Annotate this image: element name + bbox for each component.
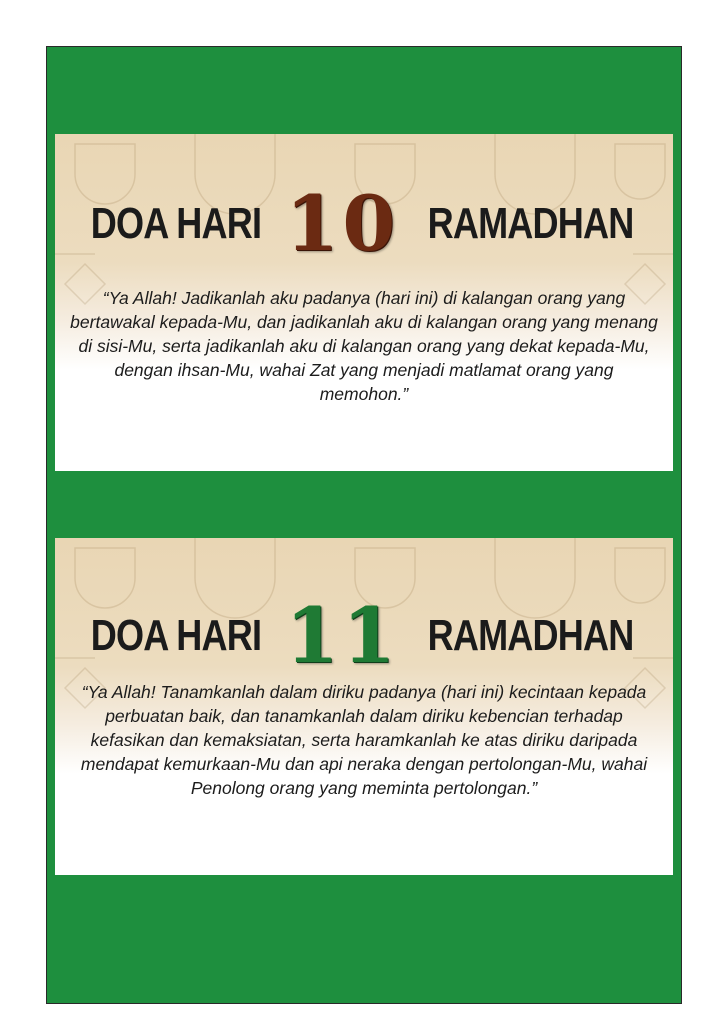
doa-card-day-11 (55, 538, 673, 875)
card-title (55, 174, 673, 274)
title-prefix: DOA HARI (90, 611, 261, 660)
title-prefix: DOA HARI (90, 199, 261, 248)
card-title (55, 586, 673, 686)
doa-card-day-10 (55, 134, 673, 471)
prayer-text: “Ya Allah! Jadikanlah aku padanya (hari ini) di kalangan orang yang bertawakal kepada-Mu, dan jadikanlah aku di kalangan orang yang menang di sisi-Mu, serta jadikanlah aku di kalangan orang yang dekat kepada-Mu, dengan ihsan-Mu, wahai Zat yang menjadi matlamat orang yang memohon.” (70, 288, 658, 404)
title-suffix: RAMADHAN (427, 199, 634, 248)
title-suffix: RAMADHAN (427, 611, 634, 660)
prayer-text: “Ya Allah! Tanamkanlah dalam diriku padanya (hari ini) kecintaan kepada perbuatan baik, dan tanamkanlah dalam diriku kebencian terhadap kefasikan dan kemaksiatan, serta haramkanlah ke atas diriku daripada mendapat kemurkaan-Mu dan api neraka dengan pertolongan-Mu, wahai Penolong orang yang meminta pertolongan.” (80, 682, 648, 798)
day-number: 11 (285, 591, 400, 680)
day-number: 10 (285, 179, 400, 268)
